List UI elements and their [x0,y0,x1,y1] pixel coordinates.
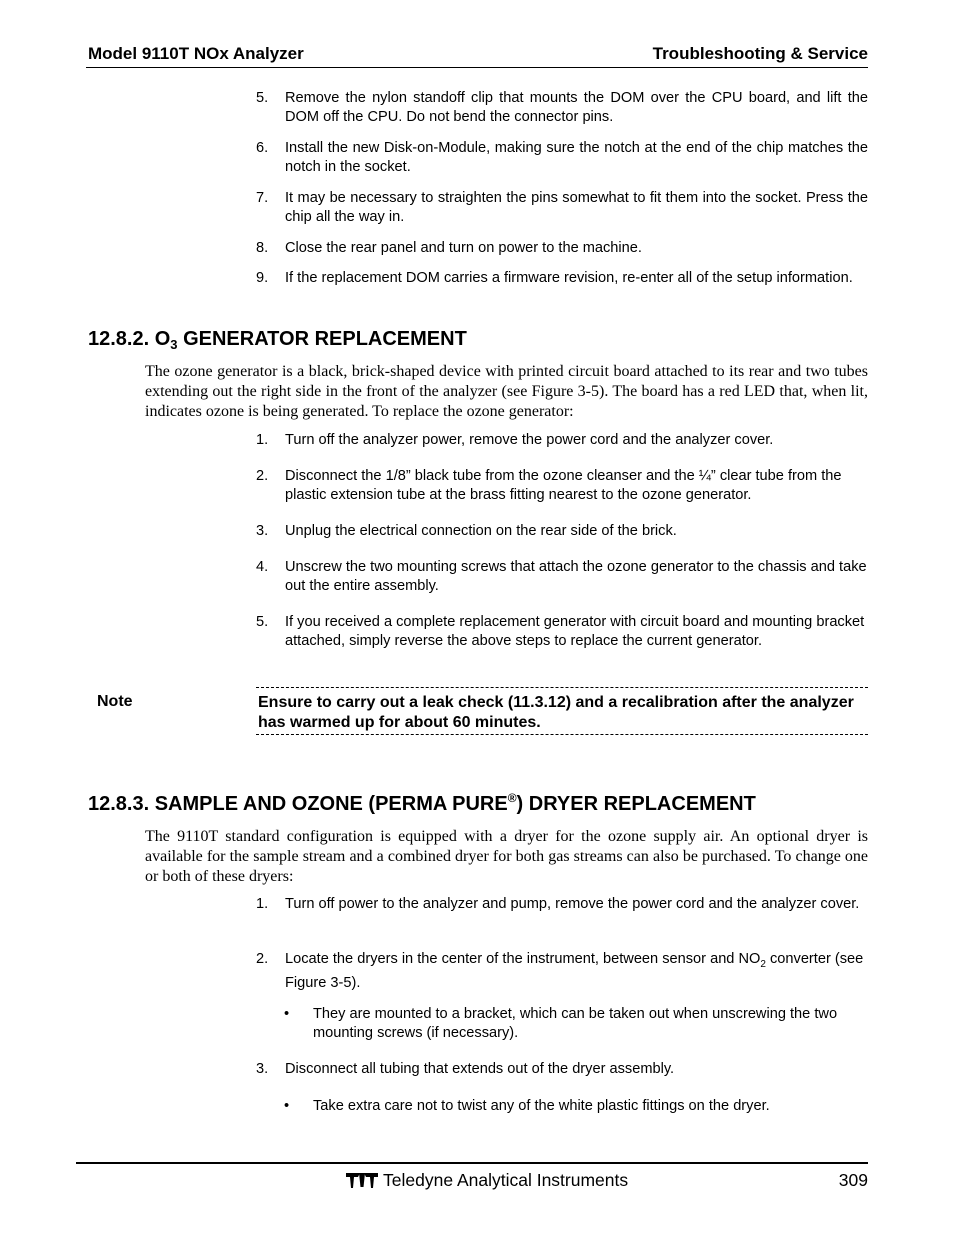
step-number: 1. [256,432,269,448]
list-item [256,895,868,914]
list-item [256,431,868,450]
header-rule [86,67,868,68]
list-item [256,189,868,227]
list-item [256,522,868,541]
step-number: 7. [256,190,269,206]
list-item [256,467,868,505]
step-text: It may be necessary to straighten the pins somewhat to fit them into the socket. Press the chip all the way in. [285,190,868,225]
step-text: Unplug the electrical connection on the rear side of the brick. [285,523,677,539]
footer-rule [76,1162,868,1164]
step-text-part: converter (see Figure 3-5). [285,951,864,991]
step-number: 6. [256,140,269,156]
step-text: Disconnect the 1/8” black tube from the ozone cleanser and the ¼” clear tube from the plastic extension tube at the brass fitting nearest to the ozone generator. [285,468,842,503]
step-text: Turn off the analyzer power, remove the power cord and the analyzer cover. [285,432,774,448]
step-number: 5. [256,90,269,106]
bullet-text: Take extra care not to twist any of the white plastic fittings on the dryer. [313,1098,770,1114]
header-section-title: Troubleshooting & Service [652,44,868,63]
list-item [256,89,868,127]
subscript: 2 [760,958,766,970]
step-number: 3. [256,523,269,539]
step-number: 3. [256,1061,269,1077]
section-heading-dryer [88,791,756,816]
list-item [256,239,868,258]
heading-suffix: ) DRYER REPLACEMENT [516,793,756,815]
teledyne-logo-icon [345,1170,379,1190]
bullet-mark: • [284,1006,290,1022]
step-text-part: Locate the dryers in the center of the instrument, between sensor and NO [285,951,761,967]
list-item [256,950,868,993]
note-label: Note [97,693,133,710]
list-item [256,558,868,596]
section-intro-paragraph: The ozone generator is a black, brick-shaped device with printed circuit board attached to its rear and two tubes extending out the right side in the front of the analyzer (see Figure 3-5). The board has a red LED that, when lit, indicates ozone is being generated. To replace the ozone generator: [145,363,868,420]
bullet-mark: • [284,1098,290,1114]
list-item [256,139,868,177]
step-number: 1. [256,896,269,912]
heading-subscript: 3 [170,337,178,352]
step-number: 5. [256,614,269,630]
step-text [285,950,868,993]
step-number: 8. [256,240,269,256]
step-text: Turn off power to the analyzer and pump, remove the power cord and the analyzer cover. [285,896,860,912]
note-text: Ensure to carry out a leak check (11.3.12) and a recalibration after the analyzer has warmed up for about 60 minutes. [258,694,854,731]
footer-company-name: Teledyne Analytical Instruments [383,1170,629,1190]
heading-prefix: 12.8.2. O [88,328,171,350]
page-number: 309 [838,1170,868,1190]
step-text: If the replacement DOM carries a firmware revision, re-enter all of the setup information. [285,270,853,286]
note-top-divider [256,687,868,688]
note-bottom-divider [256,734,868,735]
bullet-text: They are mounted to a bracket, which can be taken out when unscrewing the two mounting screws (if necessary). [313,1006,838,1041]
step-text: Close the rear panel and turn on power to the machine. [285,240,642,256]
step-number: 4. [256,559,269,575]
step-number: 2. [256,951,269,967]
section-intro-paragraph: The 9110T standard configuration is equipped with a dryer for the ozone supply air. An optional dryer is available for the sample stream and a combined dryer for both gas streams can also be purchased. To change one or both of these dryers: [145,828,868,885]
step-number: 2. [256,468,269,484]
list-item [256,1060,868,1079]
step-number: 9. [256,270,269,286]
section-heading-o3-generator [88,328,467,352]
step-text: Install the new Disk-on-Module, making sure the notch at the end of the chip matches the notch in the socket. [285,140,868,175]
heading-prefix: 12.8.3. SAMPLE AND OZONE (PERMA PURE [88,793,508,815]
step-text: Unscrew the two mounting screws that attach the ozone generator to the chassis and take out the entire assembly. [285,559,867,594]
heading-suffix: GENERATOR REPLACEMENT [177,328,467,350]
header-model-title: Model 9110T NOx Analyzer [88,44,304,63]
list-item [256,613,868,651]
bullet-item [284,1005,868,1043]
step-text: Remove the nylon standoff clip that mounts the DOM over the CPU board, and lift the DOM off the CPU. Do not bend the connector pins. [285,90,868,125]
bullet-item [284,1097,868,1116]
list-item [256,269,868,288]
step-text: Disconnect all tubing that extends out of the dryer assembly. [285,1061,675,1077]
step-text: If you received a complete replacement generator with circuit board and mounting bracket attached, simply reverse the above steps to replace the current generator. [285,614,865,649]
heading-superscript: ® [507,791,517,805]
